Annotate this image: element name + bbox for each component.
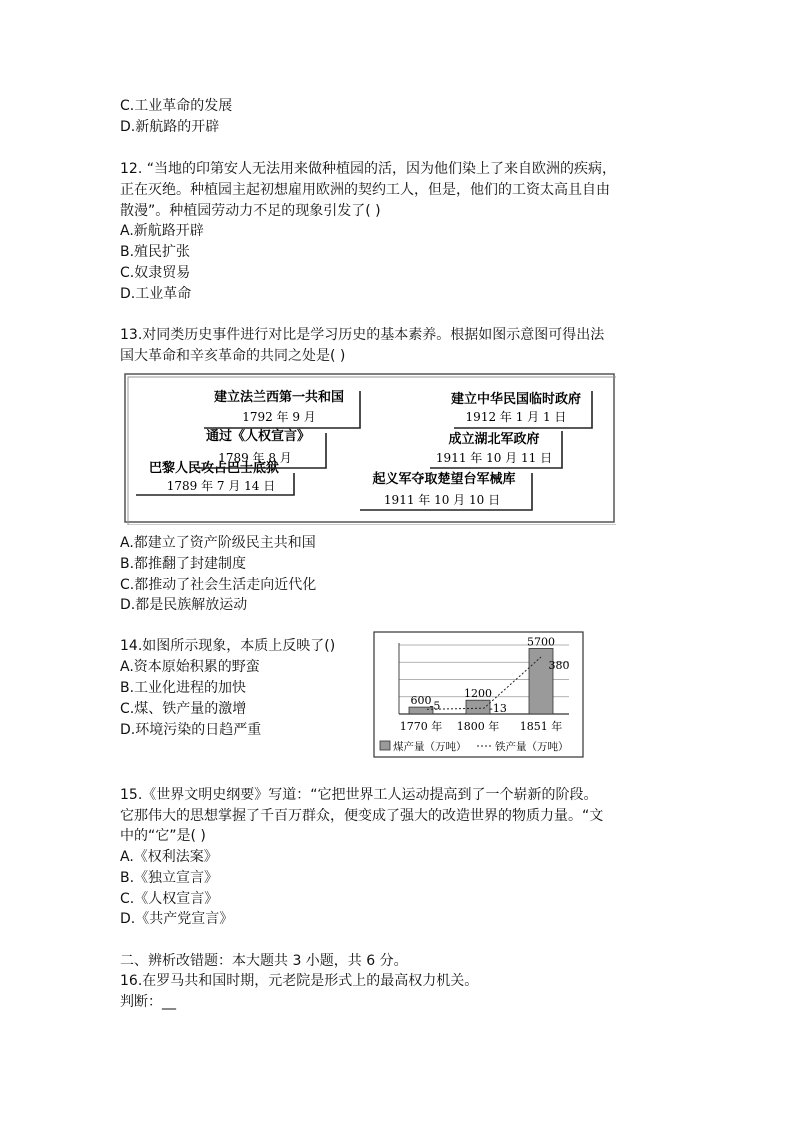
q12-stem-line3: 散漫”。种植园劳动力不足的现象引发了( ) <box>120 203 381 219</box>
china-event-3-date: 1912 年 1 月 1 日 <box>465 410 567 424</box>
q14-option-b: B.工业化进程的加快 <box>120 680 247 696</box>
q14-option-c: C.煤、铁产量的激增 <box>120 701 247 717</box>
france-event-2-date: 1789 年 8 月 <box>218 451 292 465</box>
france-event-1-title: 巴黎人民攻占巴士底狱 <box>148 461 280 476</box>
iron-value-label: -5 <box>429 699 441 713</box>
revolution-timeline-diagram <box>124 373 616 525</box>
china-event-1-title: 起义军夺取楚望台军械库 <box>372 472 516 487</box>
q13-option-a: A.都建立了资产阶级民主共和国 <box>120 535 316 551</box>
france-event-3-title: 建立法兰西第一共和国 <box>213 390 345 405</box>
china-event-1-date: 1911 年 10 月 10 日 <box>383 493 501 507</box>
q12-option-a: A.新航路开辟 <box>120 223 204 239</box>
q15-stem-line1: 15.《世界文明史纲要》写道：“它把世界工人运动提高到了一个崭新的阶段。 <box>120 787 598 803</box>
x-tick-label: 1770 年 <box>399 720 443 733</box>
iron-value-label: 380 <box>548 659 570 672</box>
q11-option-d: D.新航路的开辟 <box>120 119 220 135</box>
q14-option-d: D.环境污染的日趋严重 <box>120 722 262 738</box>
q15-option-c: C.《人权宣言》 <box>120 891 219 907</box>
coal-value-label: 1200 <box>464 687 492 701</box>
q13-option-c: C.都推动了社会生活走向近代化 <box>120 577 317 593</box>
france-event-1-date: 1789 年 7 月 14 日 <box>166 479 276 493</box>
q15-option-a: A.《权利法案》 <box>120 849 218 865</box>
q16-stem: 16.在罗马共和国时期，元老院是形式上的最高权力机关。 <box>120 973 479 989</box>
q12-option-c: C.奴隶贸易 <box>120 265 191 281</box>
q13-stem-line1: 13.对同类历史事件进行对比是学习历史的基本素养。根据如图示意图可得出法 <box>120 327 605 343</box>
x-tick-label: 1851 年 <box>519 720 563 733</box>
q15-stem-line3: 中的“它”是( ) <box>120 828 206 844</box>
section2-heading: 二、辨析改错题：本大题共 3 小题，共 6 分。 <box>120 953 408 969</box>
q11-option-c: C.工业革命的发展 <box>120 98 233 114</box>
legend-coal-swatch <box>380 741 390 750</box>
q15-stem-line2: 它那伟大的思想掌握了千百万群众，便变成了强大的改造世界的物质力量。“文 <box>120 808 604 824</box>
france-event-2-title: 通过《人权宣言》 <box>205 429 311 444</box>
q12-stem-line2: 正在灭绝。种植园主起初想雇用欧洲的契约工人，但是，他们的工资太高且自由 <box>120 182 610 198</box>
coal-iron-output-chart <box>373 631 585 759</box>
coal-value-label: 600 <box>410 694 432 708</box>
legend-iron-label: 铁产量（万吨） <box>495 741 569 753</box>
china-event-2-date: 1911 年 10 月 11 日 <box>435 451 553 465</box>
coal-value-label: 5700 <box>527 635 555 649</box>
legend-coal-label: 煤产量（万吨） <box>393 741 467 753</box>
iron-value-label: -13 <box>489 702 507 716</box>
q16-judge-blank: 判断：__ <box>120 994 176 1010</box>
q14-stem: 14.如图所示现象，本质上反映了() <box>120 638 336 654</box>
q13-option-b: B.都推翻了封建制度 <box>120 556 247 572</box>
q15-option-d: D.《共产党宣言》 <box>120 911 234 927</box>
q15-option-b: B.《独立宣言》 <box>120 870 219 886</box>
china-event-2-title: 成立湖北军政府 <box>448 432 540 447</box>
q12-stem-line1: 12. “当地的印第安人无法用来做种植园的活，因为他们染上了来自欧洲的疾病， <box>120 161 616 177</box>
china-event-3-title: 建立中华民国临时政府 <box>450 392 582 407</box>
q13-option-d: D.都是民族解放运动 <box>120 597 248 613</box>
q13-stem-line2: 国大革命和辛亥革命的共同之处是( ) <box>120 348 346 364</box>
coal-bar-1800年 <box>466 700 490 714</box>
x-tick-label: 1800 年 <box>456 720 500 733</box>
q14-option-a: A.资本原始积累的野蛮 <box>120 659 260 675</box>
france-event-3-date: 1792 年 9 月 <box>242 410 316 424</box>
q12-option-d: D.工业革命 <box>120 286 192 302</box>
q12-option-b: B.殖民扩张 <box>120 244 191 260</box>
